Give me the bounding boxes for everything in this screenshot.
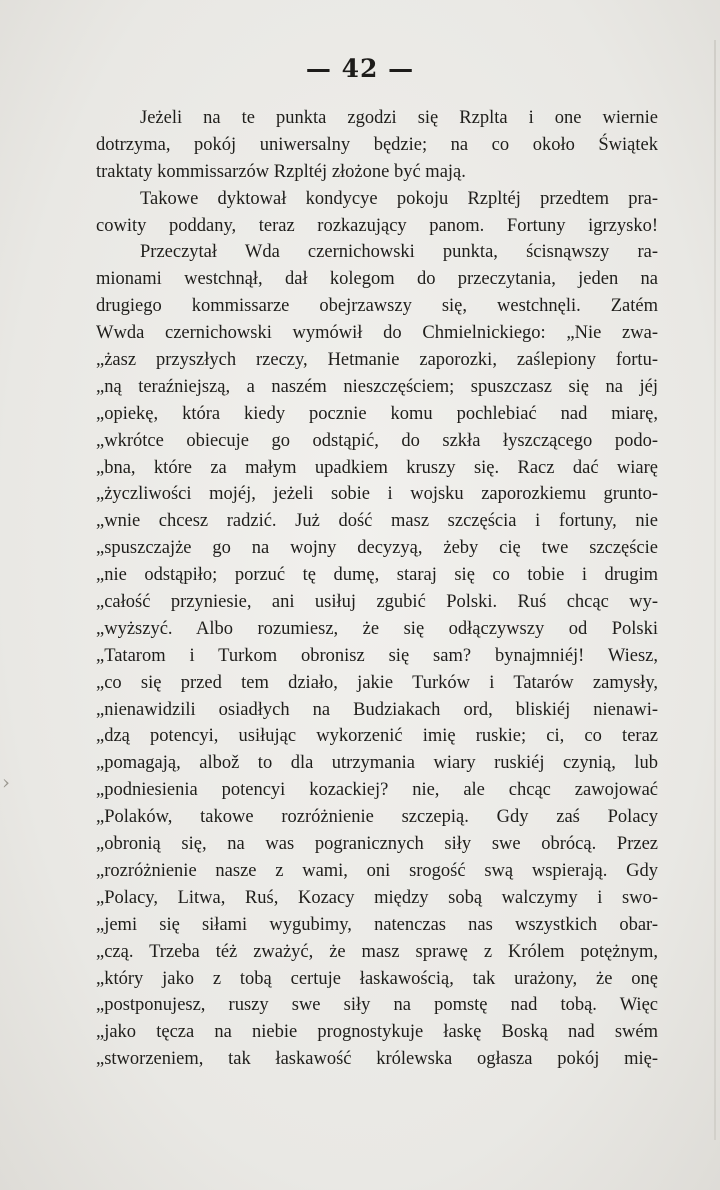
text-line: „Tatarom i Turkom obronisz się sam? bynajmniéj! Wiesz,: [96, 645, 658, 666]
text-line: „nie odstąpiło; porzuć tę dumę, staraj się co tobie i drugim: [96, 565, 658, 586]
text-line: „żasz przyszłych rzeczy, Hetmanie zaporozki, zaślepiony fortu-: [96, 350, 658, 371]
text-line: Takowe dyktował kondycye pokoju Rzpltéj przedtem pra-: [140, 188, 658, 209]
text-line: drugiego kommissarze obejrzawszy się, westchnęli. Zatém: [96, 296, 658, 317]
text-line: „jako tęcza na niebie prognostykuje łaskę Boską nad swém: [96, 1022, 658, 1043]
text-line: „wnie chcesz radzić. Już dość masz szczęścia i fortuny, nie: [96, 511, 658, 532]
text-line: „obronią się, na was pogranicznych siły swe obrócą. Przez: [96, 834, 658, 855]
text-line: „stworzeniem, tak łaskawość królewska ogłasza pokój mię-: [96, 1049, 658, 1070]
text-line: „jemi się siłami wygubimy, natenczas nas wszystkich obar-: [96, 914, 658, 935]
text-line: „co się przed tem działo, jakie Turków i Tatarów zamysły,: [96, 672, 658, 693]
text-line: „który jako z tobą certuje łaskawością, tak urażony, że onę: [96, 968, 658, 989]
text-line: „życzliwości mojéj, jeżeli sobie i wojsku zaporozkiemu grunto-: [96, 484, 658, 505]
text-line: „rozróżnienie nasze z wami, oni srogość swą wspierają. Gdy: [96, 860, 658, 881]
text-line: Przeczytał Wda czernichowski punkta, ścisnąwszy ra-: [140, 242, 658, 263]
text-line: „wyższyć. Albo rozumiesz, że się odłączywszy od Polski: [96, 618, 658, 639]
text-line: „bna, które za małym upadkiem kruszy się. Racz dać wiarę: [96, 457, 658, 478]
text-line: „postponujesz, ruszy swe siły na pomstę nad tobą. Więc: [96, 995, 658, 1016]
text-line: „opiekę, która kiedy pocznie komu pochlebiać nad miarę,: [96, 403, 658, 424]
text-line: Wwda czernichowski wymówił do Chmielnickiego: „Nie zwa-: [96, 323, 658, 344]
page-edge-shadow: [714, 40, 716, 1140]
text-line: „Polaków, takowe rozróżnienie szczepią. Gdy zaś Polacy: [96, 807, 658, 828]
text-line: dotrzyma, pokój uniwersalny będzie; na co około Świątek: [96, 134, 658, 155]
text-line: cowity poddany, teraz rozkazujący panom. Fortuny igrzysko!: [96, 215, 658, 236]
margin-mark: ›: [2, 770, 10, 794]
text-line: „wkrótce obiecuje go odstąpić, do szkła łyszczącego podo-: [96, 430, 658, 451]
text-line: „czą. Trzeba téż zważyć, że masz sprawę z Królem potężnym,: [96, 941, 658, 962]
body-text: [96, 105, 658, 1073]
text-line: „dzą potencyi, usiłując wykorzenić imię ruskie; ci, co teraz: [96, 726, 658, 747]
text-line: Jeżeli na te punkta zgodzi się Rzplta i one wiernie: [140, 108, 658, 128]
text-line: „spuszczajże go na wojny decyzyą, żeby cię twe szczęście: [96, 538, 658, 559]
text-line: „ną teraźniejszą, a naszém nieszczęściem; spuszczasz się na jéj: [96, 376, 658, 397]
text-line: „całość przyniesie, ani usiłuj zgubić Polski. Ruś chcąc wy-: [96, 592, 658, 613]
page-number: — 42 —: [305, 54, 415, 83]
text-line: mionami westchnął, dał kolegom do przeczytania, jeden na: [96, 269, 658, 290]
text-line: „nienawidzili osiadłych na Budziakach ord, bliskiéj nienawi-: [96, 699, 658, 720]
text-line: „pomagają, albož to dla utrzymania wiary ruskiéj czynią, lub: [96, 753, 658, 774]
text-line: „podniesienia potencyi kozackiej? nie, ale chcąc zawojować: [96, 780, 658, 801]
text-line: „Polacy, Litwa, Ruś, Kozacy między sobą walczymy i swo-: [96, 887, 658, 908]
text-line: traktaty kommissarzów Rzpltéj złożone być mają.: [96, 161, 466, 182]
